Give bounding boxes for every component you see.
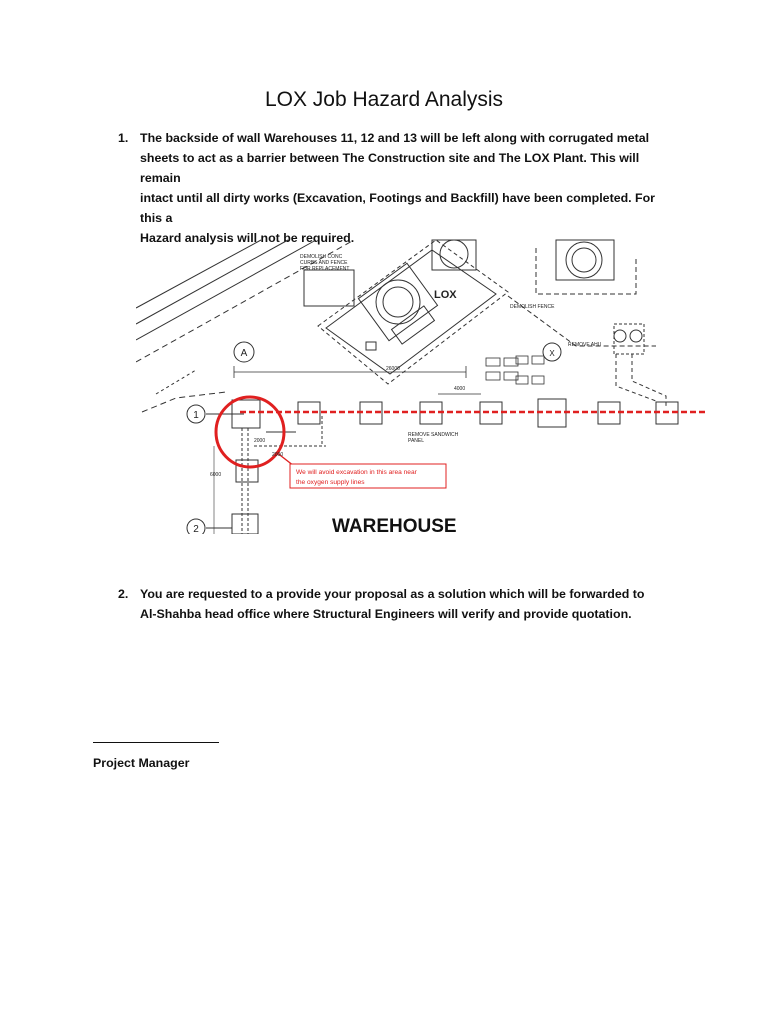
grid-markers [187, 342, 561, 534]
note-demolish-fence: DEMOLISH FENCE [510, 304, 555, 310]
dimension-label: 6000 [210, 472, 222, 478]
list-text [140, 584, 680, 624]
grid-label-2: 2 [193, 524, 199, 534]
dimension-label: 2000 [272, 452, 284, 458]
list-text [140, 128, 680, 248]
text-line: Al-Shahba head office where Structural Engineers will verify and provide quotation. [140, 607, 632, 621]
list-number: 1. [118, 131, 129, 145]
grid-label-x: X [549, 349, 555, 358]
dimension-label: 4000 [454, 386, 466, 392]
dimension-line [234, 366, 481, 394]
list-number: 2. [118, 587, 129, 601]
lox-enclosure [304, 240, 656, 384]
note-remove-panel: REMOVE SANDWICH [408, 432, 459, 438]
signature-label: Project Manager [93, 756, 190, 770]
text-line: The backside of wall Warehouses 11, 12 and 13 will be left along with corrugated metal [140, 131, 650, 145]
warehouse-label: WAREHOUSE [332, 516, 457, 534]
note-remove-panel: PANEL [408, 438, 425, 444]
note-demolish-curbs: CURBS AND FENCE [300, 260, 348, 266]
text-line: intact until all dirty works (Excavation, Footings and Backfill) have been completed. For this a [140, 191, 655, 225]
note-demolish-curbs: DEMOLISH CONC [300, 254, 343, 260]
page-title: LOX Job Hazard Analysis [264, 88, 504, 111]
grid-label-1: 1 [193, 410, 199, 421]
dimension-label: 26000 [386, 366, 400, 372]
signature-line [93, 742, 219, 743]
callout-text-line: the oxygen supply lines [296, 479, 365, 486]
equipment-symbols [486, 356, 544, 384]
note-remove-ahu: REMOVE AHU [568, 342, 602, 348]
grid-label-a: A [240, 348, 248, 359]
ahu-unit [614, 324, 666, 408]
site-plan-drawing [136, 236, 706, 534]
callout-text-line: We will avoid excavation in this area near [296, 469, 417, 476]
note-demolish-curbs: FOR REPLACEMENT [300, 266, 350, 272]
text-line: sheets to act as a barrier between The Construction site and The LOX Plant. This will remain [140, 151, 640, 185]
text-line: Hazard analysis will not be required. [140, 231, 355, 245]
dimension-label: 2000 [254, 438, 266, 444]
text-line: You are requested to a provide your proposal as a solution which will be forwarded to [140, 587, 645, 601]
lox-label: LOX [434, 289, 457, 301]
